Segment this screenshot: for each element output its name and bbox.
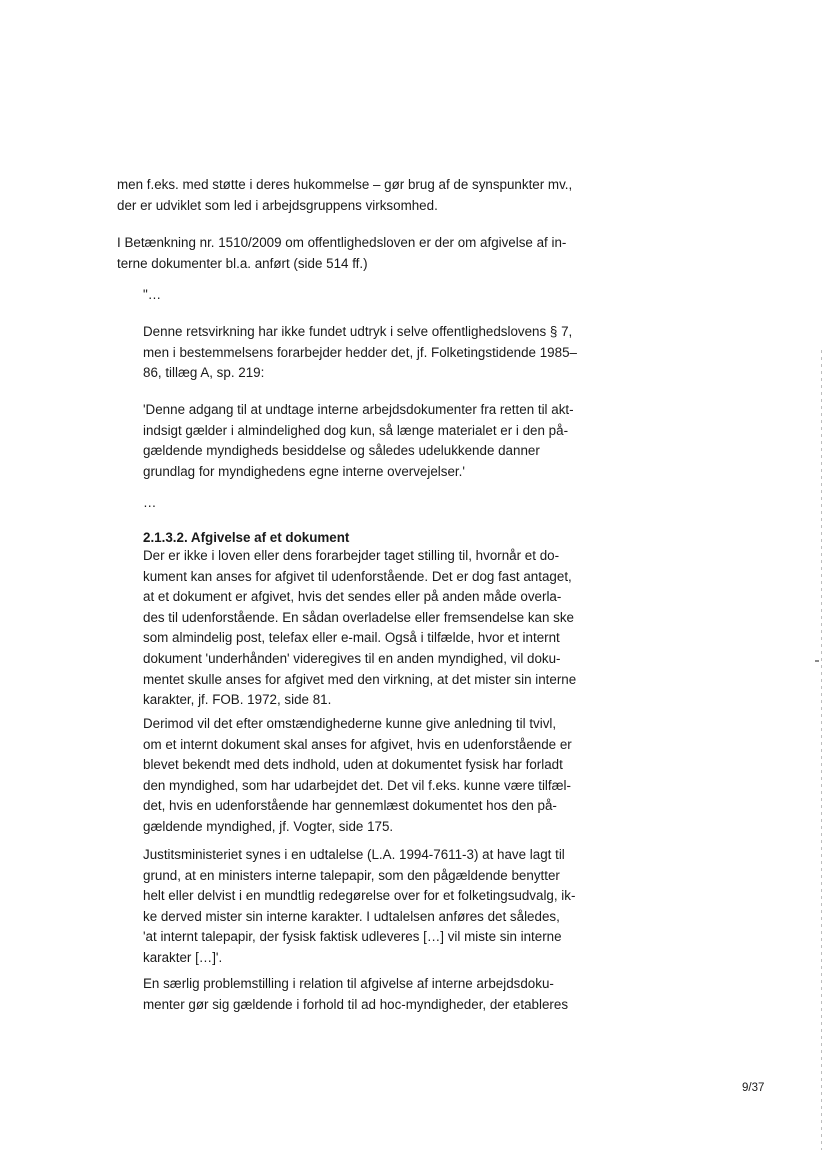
- ellipsis: …: [143, 495, 157, 510]
- paragraph-betaenkning: I Betænkning nr. 1510/2009 om offentlighedsloven er der om afgivelse af in- terne dokumenter bl.a. anført (side 514 ff.): [117, 235, 567, 271]
- section-heading: 2.1.3.2. Afgivelse af et dokument: [143, 530, 350, 545]
- quote-inner: 'Denne adgang til at undtage interne arbejdsdokumenter fra retten til akt- indsigt gælder i almindelighed dog kun, så længe materialet er i den på- gældende myndigheds besiddelse og således udelukkende danner grundlag for myndighedens egne interne overvejelser.': [143, 402, 574, 479]
- section-paragraph-2: Derimod vil det efter omstændighederne kunne give anledning til tvivl, om et internt dokument skal anses for afgivet, hvis en udenforstående er blevet bekendt med dets indhold, uden at dokumentet fysisk har forladt den myndighed, som har udarbejdet det. Det vil f.eks. kunne være tilfæl- det, hvis en udenforstående har gennemlæst dokumentet hos den på- gældende myndighed, jf. Vogter, side 175.: [143, 716, 572, 834]
- scan-mark-artifact: [815, 660, 819, 662]
- section-paragraph-1: Der er ikke i loven eller dens forarbejder taget stilling til, hvornår et do- kument kan anses for afgivet til udenforstående. Det er dog fast antaget, at et dokument er afgivet, hvis det sendes eller på anden måde overla- des til udenforstående. En sådan overladelse eller fremsendelse kan ske som almindelig post, telefax eller e-mail. Også i tilfælde, hvor et internt dokument 'underhånden' videregives til en anden myndighed, vil doku- mentet skulle anses for afgivet med den virkning, at det mister sin interne karakter, jf. FOB. 1972, side 81.: [143, 548, 577, 708]
- quote-retsvirkning: Denne retsvirkning har ikke fundet udtryk i selve offentlighedslovens § 7, men i bestemmelsens forarbejder hedder det, jf. Folketingstidende 1985– 86, tillæg A, sp. 219:: [143, 324, 577, 381]
- page-number: 9/37: [742, 1082, 765, 1094]
- quote-open-mark: "…: [143, 287, 162, 302]
- scan-edge-artifact: [821, 350, 822, 1150]
- paragraph-intro: men f.eks. med støtte i deres hukommelse – gør brug af de synspunkter mv., der er udviklet som led i arbejdsgruppens virksomhed.: [117, 177, 573, 213]
- section-paragraph-4: En særlig problemstilling i relation til afgivelse af interne arbejdsdoku- menter gør sig gældende i forhold til ad hoc-myndigheder, der etableres: [143, 976, 569, 1012]
- section-paragraph-3: Justitsministeriet synes i en udtalelse (L.A. 1994-7611-3) at have lagt til grund, at en ministers interne talepapir, som den pågældende benytter helt eller delvist i en mundtlig redegørelse over for et folketingsudvalg, ik- ke derved mister sin interne karakter. I udtalelsen anføres det således, 'at internt talepapir, der fysisk faktisk udleveres […] vil miste sin interne karakter […]'.: [143, 847, 576, 965]
